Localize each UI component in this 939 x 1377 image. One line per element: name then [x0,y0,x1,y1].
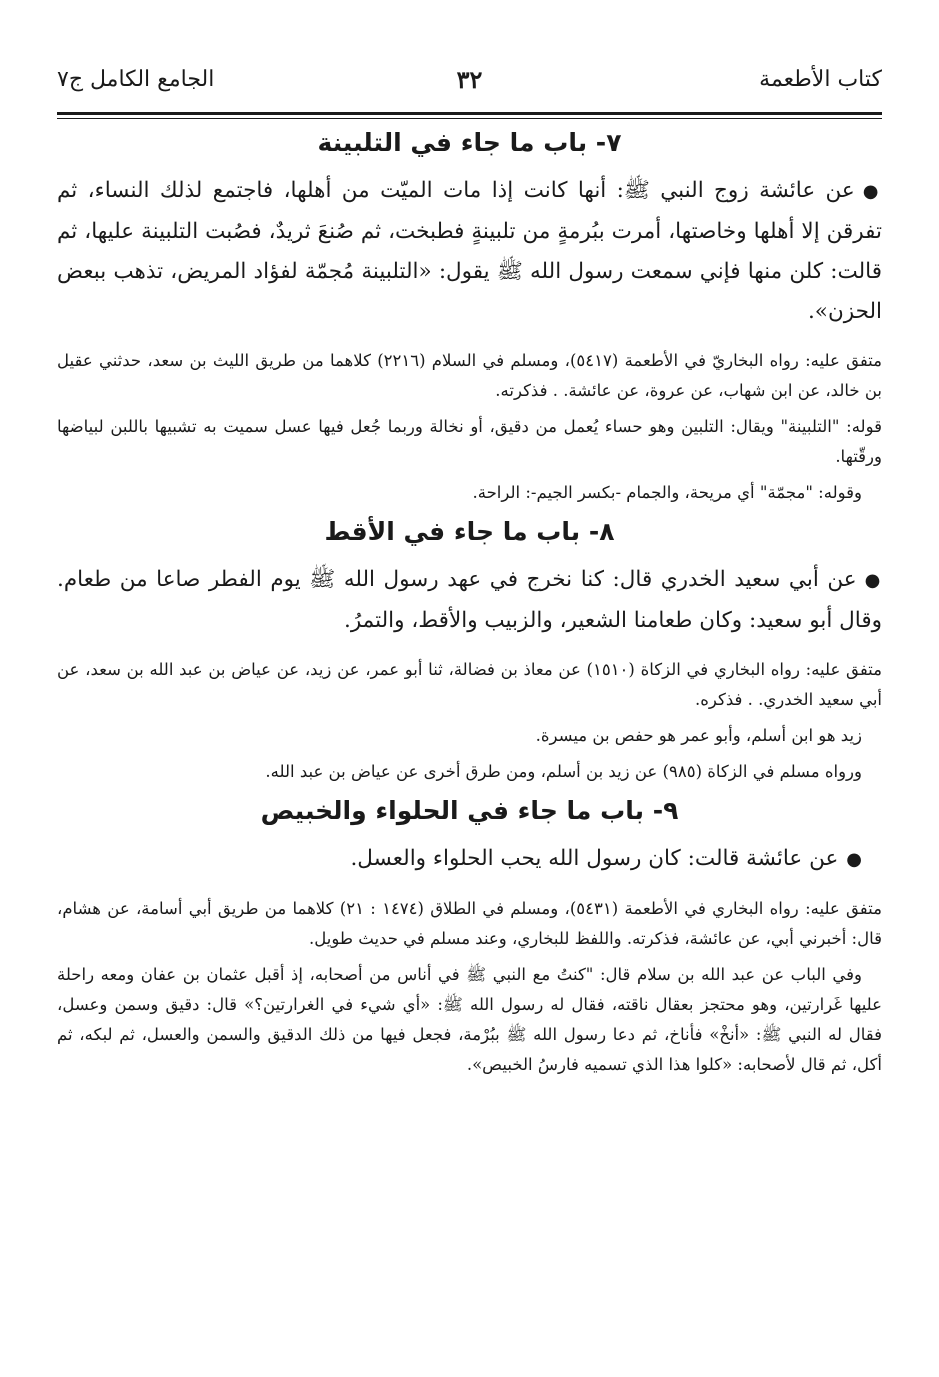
commentary-note: زيد هو ابن أسلم، وأبو عمر هو حفص بن ميسرة. [535,726,862,745]
chapter-heading: ٧- باب ما جاء في التلبينة [317,128,622,157]
book-title: كتاب الأطعمة [759,67,882,92]
hadith-text [57,839,882,880]
commentary-note: وقوله: "مجمّة" أي مريحة، والجمام -بكسر الجيم-: الراحة. [472,483,862,502]
page-number: ٣٢ [456,65,483,94]
hadith-text [57,171,882,332]
takhrij-note: متفق عليه: رواه البخاريّ في الأطعمة (٥٤١٧)، ومسلم في السلام (٢٢١٦) كلاهما من طريق الليث بن سعد، حدثني عقيل بن خالد، عن ابن شهاب، عن عروة، عن عائشة. . فذكرته. [57,351,882,400]
running-head [57,62,882,98]
bullet-icon: ● [846,849,862,870]
hadith-body: عن أبي سعيد الخدري قال: كنا نخرج في عهد رسول الله ﷺ يوم الفطر صاعا من طعام. وقال أبو سعيد: وكان طعامنا الشعير، والزبيب والأقط، والتمرُ. [57,567,882,633]
hadith-body: عن عائشة زوج النبي ﷺ: أنها كانت إذا مات الميّت من أهلها، فاجتمع لذلك النساء، ثم تفرقن إلا أهلها وخاصتها، أمرت ببُرمةٍ من تلبينةٍ فطبخت، ثم صُنعَ ثريدٌ، فصُبت التلبينة عليها، ثم قالت: كلن منها فإني سمعت رسول الله ﷺ يقول: «التلبينة مُجمّة لفؤاد المريض، تذهب ببعض الحزن». [57,178,882,324]
hadith-text [57,560,882,641]
volume-title: الجامع الكامل ج٧ [57,67,215,92]
takhrij-note: متفق عليه: رواه البخاري في الأطعمة (٥٤٣١)، ومسلم في الطلاق (١٤٧٤ : ٢١) كلاهما من طريق أبي أسامة، عن هشام، قال: أخبرني أبي، عن عائشة، فذكرته. واللفظ للبخاري، وعند مسلم في حديث طويل. [57,899,882,948]
takhrij-note: متفق عليه: رواه البخاري في الزكاة (١٥١٠) عن معاذ بن فضالة، ثنا أبو عمر، عن زيد، عن عياض بن عبد الله بن سعد، عن أبي سعيد الخدري. . فذكره. [57,660,882,709]
chapter-heading: ٩- باب ما جاء في الحلواء والخبيص [260,796,679,825]
commentary-note: وفي الباب عن عبد الله بن سلام قال: "كنتُ مع النبي ﷺ في أناس من أصحابه، إذ أقبل عثمان بن عفان ومعه راحلة عليها غَرارتين، وهو محتجز بعقال ناقته، فقال له رسول الله ﷺ: «أي شيء في الغرارتين؟» قال: دقيق وسمن وعسل، فقال له النبي ﷺ: «أنخْ» فأناخ، ثم دعا رسول الله ﷺ ببُرْمة، فجعل فيها من ذلك الدقيق والسمن والعسل، ثم لبكه، ثم أكل، ثم قال لأصحابه: «كلوا هذا الذي تسميه فارسُ الخبيص». [57,965,882,1074]
commentary-note: ورواه مسلم في الزكاة (٩٨٥) عن زيد بن أسلم، ومن طرق أخرى عن عياض بن عبد الله. [265,762,862,781]
chapter-heading: ٨- باب ما جاء في الأقط [324,517,615,546]
header-rule-thick [57,112,882,115]
bullet-icon: ● [864,570,882,591]
commentary-note: قوله: "التلبينة" ويقال: التلبين وهو حساء يُعمل من دقيق، أو نخالة وربما جُعل فيها عسل سميت به تشبيها باللبن لبياضها ورقّتها. [57,417,882,466]
bullet-icon: ● [862,181,882,202]
hadith-body: عن عائشة قالت: كان رسول الله يحب الحلواء والعسل. [350,846,839,871]
